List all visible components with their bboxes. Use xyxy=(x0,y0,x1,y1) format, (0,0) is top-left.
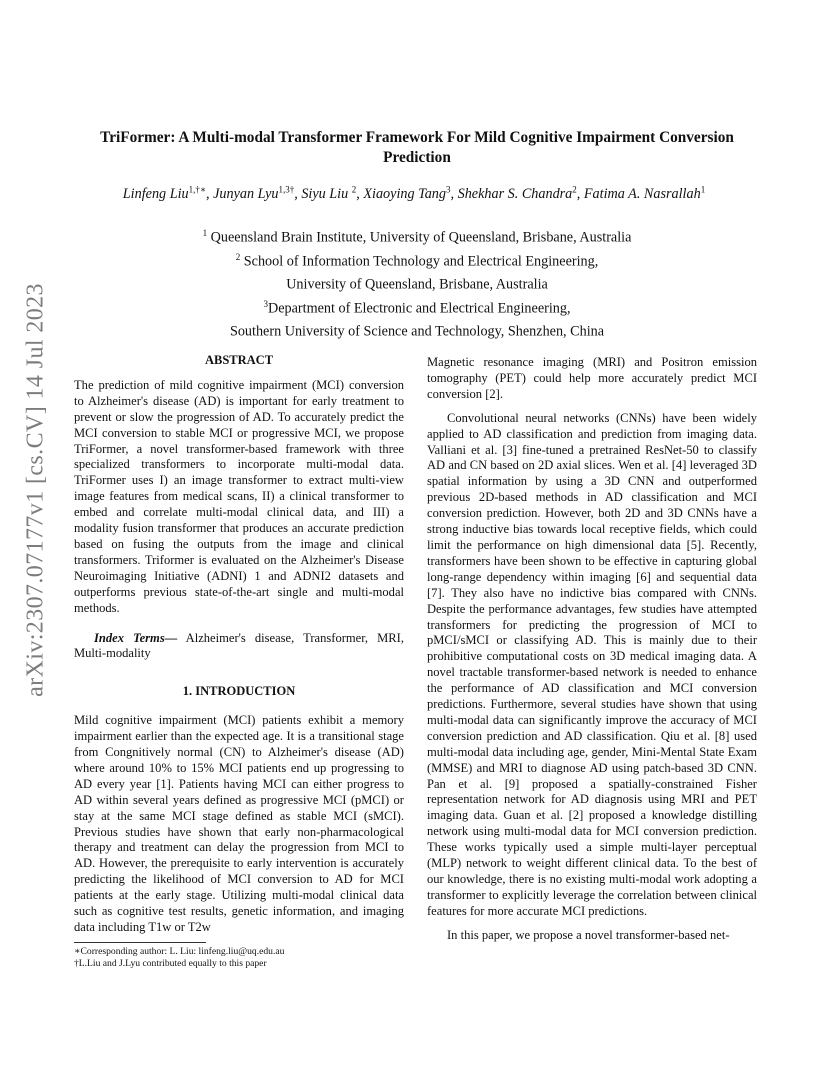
author: Linfeng Liu$^{1,\dagger∗}$, xyxy=(122,184,214,202)
intro-paragraph-2: Convolutional neural networks (CNNs) have been widely applied to AD classification and prediction from imaging data. Valliani et al. [3] fine-tuned a pretrained ResNet-50 to classify AD and CN based on 2D axial slices. Wen et al. [4] leveraged 3D spatial information by using a 3D CNN and outperformed previous 2D-based methods in AD classification and MCI conversion prediction. However, both 2D and 3D CNNs have a strong inductive bias towards local receptive fields, which could limit the performance on high dimensional data [5]. Recently, transformers have been shown to be effective in capturing global long-range dependency within imaging [6] and sequential data [7]. They also have no indictive bias compared with CNNs. Despite the performance advantages, few studies have attempted transformers for predicting the progression of MCI to pMCI/sMCI or classifying AD. This is mainly due to their prohibitive computational costs on 3D medical imaging data. A novel tractable transformer-based network is needed to enhance the performance of AD classification and MCI conversion predictions. Furthermore, several studies have shown that using multi-modal data can significantly improve the accuracy of MCI conversion prediction and AD classification. Qiu et al. [8] used multi-modal data including age, gender, Mini-Mental State Exam (MMSE) and MRI to diagnose AD using patch-based 3D CNN. Pan et al. [9] proposed a spatially-constrained Fisher representation network for AD diagnosis using MRI and PET imaging data. Guan et al. [2] proposed a knowledge distilling network using multi-modal data for MCI conversion prediction. These works typically used a simple multi-layer perceptual (MLP) network to weight different clinical data. To the best of our knowledge, there is no existing multi-modal work adopting a transformer to explicitly leverage the correlation between clinical features for more accurate MCI predictions. xyxy=(427,410,757,918)
author: Shekhar S. Chandra$^2$, xyxy=(457,184,584,202)
author-list xyxy=(60,184,768,203)
affiliation-line: $^2$ School of Information Technology and Electrical Engineering, xyxy=(235,251,599,270)
author: Xiaoying Tang$^3$, xyxy=(363,184,458,202)
abstract-heading: ABSTRACT xyxy=(204,353,274,367)
affiliations xyxy=(75,224,759,342)
author: Fatima A. Nasrallah$^1$ xyxy=(583,184,706,202)
arxiv-sidebar xyxy=(8,280,64,700)
introduction-heading: 1. INTRODUCTION xyxy=(182,684,296,699)
intro-paragraph-1: Mild cognitive impairment (MCI) patients exhibit a memory impairment earlier than the expected age. It is a transitional stage from Congnitively normal (CN) to Alzheimer's disease (AD) where around 10% to 15% MCI patients end up progressing to AD every year [1]. Patients having MCI can either progress to AD within several years defined as progressive MCI (pMCI) or stay at the same MCI stage defined as stable MCI (sMCI). Previous studies have shown that early non-pharmacological therapy and treatment can delay the progression from MCI to AD. However, the prerequisite to early intervention is accurately predicting the likelihood of MCI conversion to AD for MCI patients at the early stage. Utilizing multi-modal clinical data such as cognitive test results, genetic information, and imaging data including T1w or T2w xyxy=(74,713,404,934)
right-column xyxy=(427,355,757,944)
author: Siyu Liu $^2$, xyxy=(301,184,364,202)
footnote-equal-contribution: †L.Liu and J.Lyu contributed equally to this paper xyxy=(74,958,267,970)
arxiv-identifier: arXiv:2307.07177v1 [cs.CV] 14 Jul 2023 xyxy=(22,283,49,697)
paper-title: TriFormer: A Multi-modal Transformer Framework For Mild Cognitive Impairment Conversion Prediction xyxy=(100,129,734,166)
index-terms-text: Alzheimer's disease, Transformer, MRI, Multi-modality xyxy=(74,630,404,661)
author: Junyan Lyu$^{1,3\dagger}$, xyxy=(213,184,302,202)
abstract-text: The prediction of mild cognitive impairment (MCI) conversion to Alzheimer's disease (AD) is important for early treatment to prevent or slow the progression of AD. To accurately predict the MCI conversion to stable MCI or progressive MCI, we propose TriFormer, a novel transformer-based framework with three specialized transformers to incorporate multi-modal data. TriFormer uses I) an image transformer to extract multi-view image features from medical scans, II) a clinical transformer to embed and correlate multi-modal clinical data, and III) a modality fusion transformer that produces an accurate prediction based on fusing the outputs from the image and clinical transformers. Triformer is evaluated on the Alzheimer's Disease Neuroimaging Initiative (ADNI) 1 and ADNI2 datasets and outperforms previous state-of-the-art single and multi-modal methods. xyxy=(74,377,404,615)
intro-paragraph-3: In this paper, we propose a novel transformer-based net- xyxy=(447,927,730,942)
intro-paragraph-1-continued: Magnetic resonance imaging (MRI) and Positron emission tomography (PET) could help more accurately predict MCI conversion [2]. xyxy=(427,355,757,401)
index-terms-label: Index Terms— xyxy=(94,630,178,645)
footnote-corresponding: ∗Corresponding author: L. Liu: linfeng.liu@uq.edu.au xyxy=(74,945,285,957)
affiliation-line: $^3$Department of Electronic and Electrical Engineering, xyxy=(263,298,571,317)
index-terms xyxy=(74,631,404,663)
affiliation-line: $^1$ Queensland Brain Institute, University of Queensland, Brisbane, Australia xyxy=(202,228,632,246)
left-column xyxy=(74,353,404,971)
affiliation-line: University of Queensland, Brisbane, Australia xyxy=(286,276,548,293)
affiliation-line: Southern University of Science and Technology, Shenzhen, China xyxy=(229,323,605,340)
